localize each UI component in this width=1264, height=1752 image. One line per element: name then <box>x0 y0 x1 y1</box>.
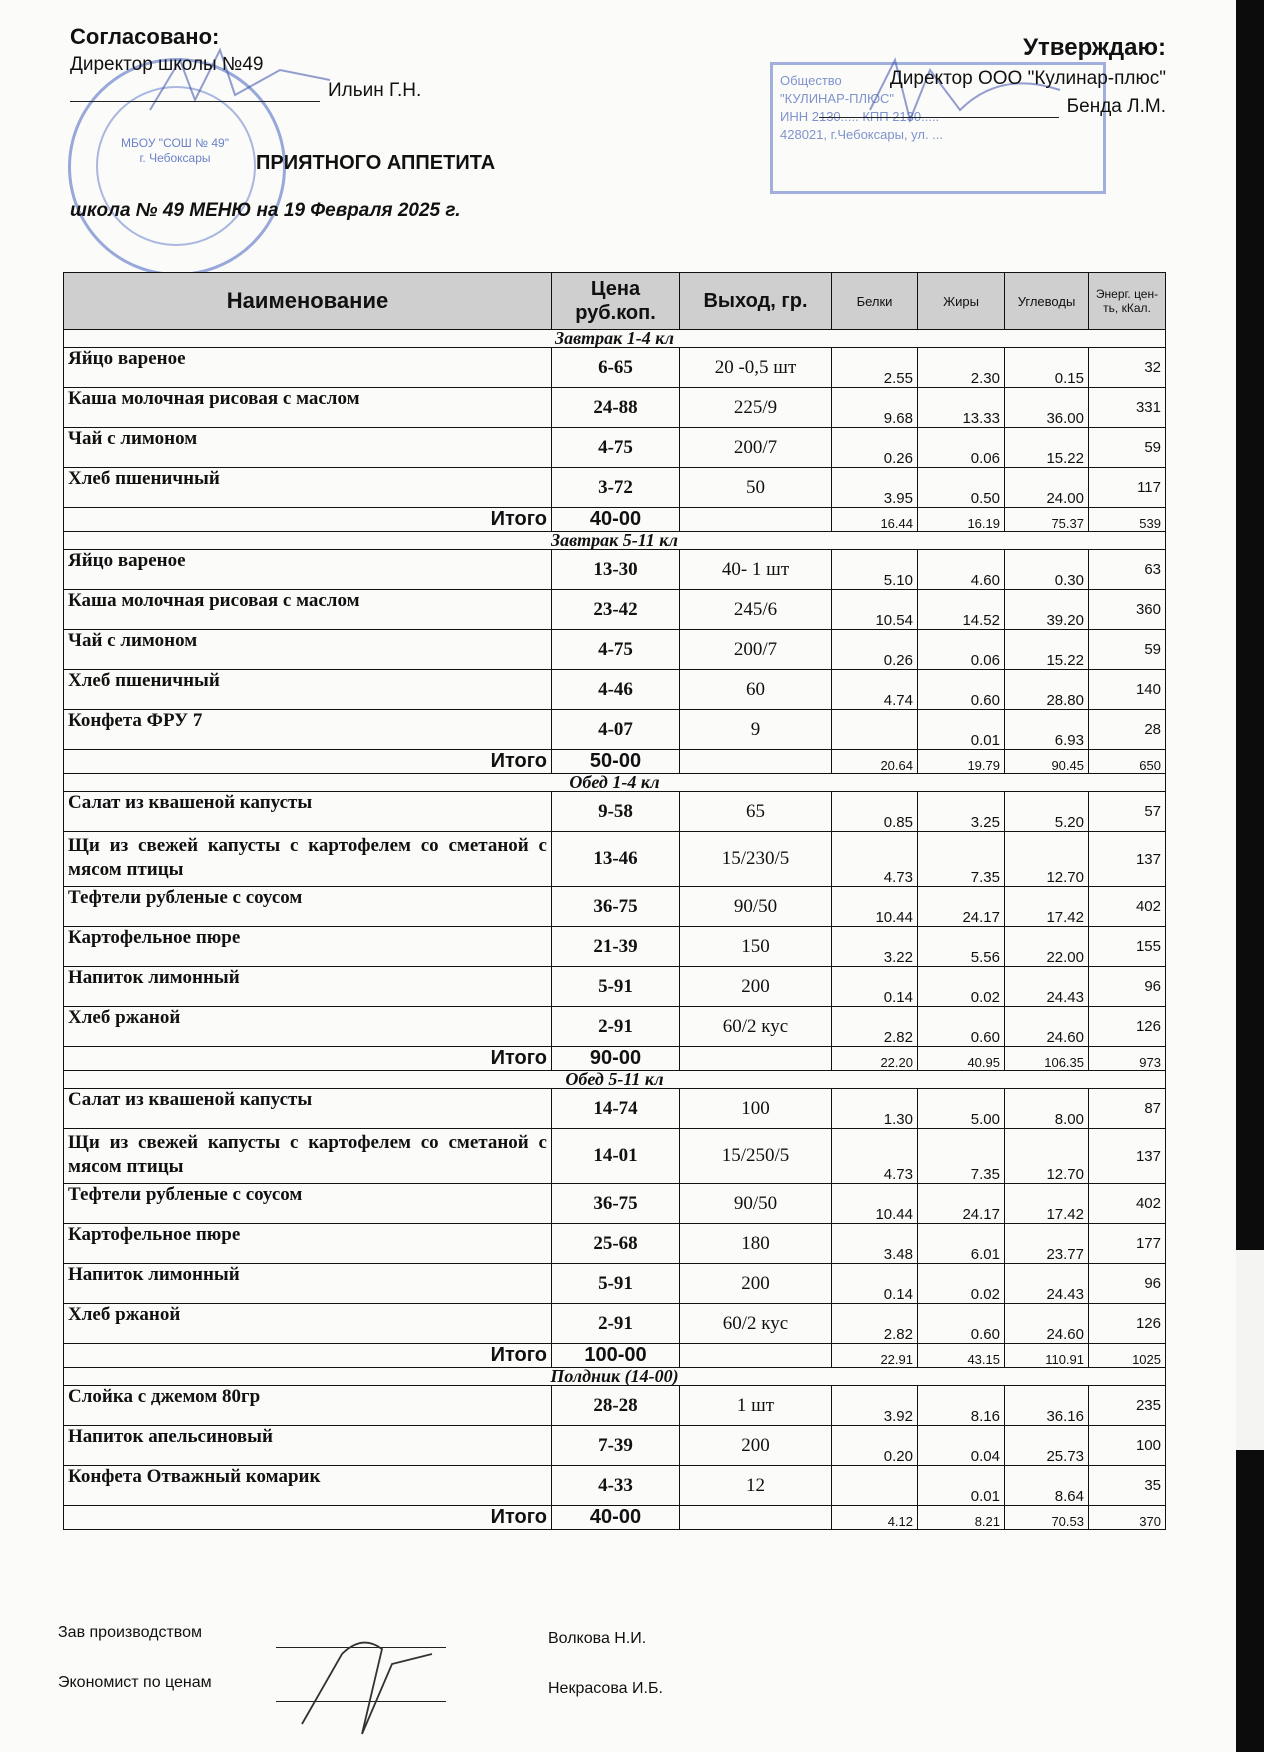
dish-name: Яйцо вареное <box>64 348 552 388</box>
total-energy: 650 <box>1089 750 1166 774</box>
total-price: 90-00 <box>552 1047 680 1071</box>
dish-protein: 5.10 <box>832 550 918 590</box>
dish-protein: 2.82 <box>832 1007 918 1047</box>
table-row <box>64 468 1166 508</box>
dish-protein: 10.44 <box>832 1184 918 1224</box>
dish-carbs: 22.00 <box>1005 927 1089 967</box>
dish-fat: 0.01 <box>918 710 1005 750</box>
dish-protein: 0.14 <box>832 1264 918 1304</box>
dish-name: Картофельное пюре <box>64 927 552 967</box>
rect-stamp-line: 428021, г.Чебоксары, ул. ... <box>780 127 944 142</box>
signature-line <box>70 83 320 102</box>
dish-price: 6-65 <box>552 348 680 388</box>
total-fat: 16.19 <box>918 508 1005 532</box>
dish-yield: 180 <box>680 1224 832 1264</box>
dish-name: Щи из свежей капусты с картофелем со сметаной с мясом птицы <box>64 832 552 887</box>
dish-price: 3-72 <box>552 468 680 508</box>
dish-energy: 28 <box>1089 710 1166 750</box>
total-carbs: 90.45 <box>1005 750 1089 774</box>
dish-energy: 32 <box>1089 348 1166 388</box>
section-title: Завтрак 1-4 кл <box>64 330 1166 348</box>
dish-protein: 0.26 <box>832 630 918 670</box>
page-title: ПРИЯТНОГО АППЕТИТА <box>256 152 496 174</box>
dish-yield: 225/9 <box>680 388 832 428</box>
total-label: Итого <box>64 1344 552 1368</box>
dish-name: Щи из свежей капусты с картофелем со сметаной с мясом птицы <box>64 1129 552 1184</box>
dish-protein: 3.22 <box>832 927 918 967</box>
dish-name: Картофельное пюре <box>64 1224 552 1264</box>
total-fat: 40.95 <box>918 1047 1005 1071</box>
dish-name: Конфета ФРУ 7 <box>64 710 552 750</box>
dish-yield: 200/7 <box>680 630 832 670</box>
section-title: Полдник (14-00) <box>64 1368 1166 1386</box>
dish-carbs: 28.80 <box>1005 670 1089 710</box>
dish-price: 9-58 <box>552 792 680 832</box>
dish-energy: 360 <box>1089 590 1166 630</box>
total-protein: 22.20 <box>832 1047 918 1071</box>
dish-yield: 20 -0,5 шт <box>680 348 832 388</box>
dish-fat: 0.60 <box>918 670 1005 710</box>
dish-price: 21-39 <box>552 927 680 967</box>
dish-fat: 0.02 <box>918 967 1005 1007</box>
dish-carbs: 0.30 <box>1005 550 1089 590</box>
table-row <box>64 428 1166 468</box>
scan-edge-gap <box>1236 1250 1264 1450</box>
dish-name: Напиток апельсиновый <box>64 1426 552 1466</box>
dish-yield: 15/230/5 <box>680 832 832 887</box>
dish-fat: 4.60 <box>918 550 1005 590</box>
dish-price: 25-68 <box>552 1224 680 1264</box>
dish-carbs: 24.43 <box>1005 967 1089 1007</box>
dish-yield: 15/250/5 <box>680 1129 832 1184</box>
total-label: Итого <box>64 750 552 774</box>
dish-fat: 0.06 <box>918 630 1005 670</box>
total-energy: 370 <box>1089 1506 1166 1530</box>
dish-carbs: 36.16 <box>1005 1386 1089 1426</box>
dish-name: Хлеб ржаной <box>64 1304 552 1344</box>
dish-carbs: 24.43 <box>1005 1264 1089 1304</box>
table-row <box>64 1386 1166 1426</box>
total-yield-empty <box>680 1344 832 1368</box>
dish-fat: 3.25 <box>918 792 1005 832</box>
table-row <box>64 550 1166 590</box>
dish-carbs: 12.70 <box>1005 832 1089 887</box>
section-row <box>64 1368 1166 1386</box>
approval-right-signature-row <box>646 96 1166 118</box>
dish-carbs: 23.77 <box>1005 1224 1089 1264</box>
dish-protein: 4.73 <box>832 1129 918 1184</box>
dish-energy: 137 <box>1089 832 1166 887</box>
table-row <box>64 1007 1166 1047</box>
dish-energy: 87 <box>1089 1089 1166 1129</box>
section-title: Обед 5-11 кл <box>64 1071 1166 1089</box>
dish-fat: 6.01 <box>918 1224 1005 1264</box>
dish-carbs: 15.22 <box>1005 428 1089 468</box>
total-yield-empty <box>680 750 832 774</box>
header-name: Наименование <box>64 273 552 330</box>
dish-protein: 0.14 <box>832 967 918 1007</box>
round-stamp-text: МБОУ "СОШ № 49" г. Чебоксары <box>121 136 229 165</box>
total-fat: 8.21 <box>918 1506 1005 1530</box>
total-protein: 20.64 <box>832 750 918 774</box>
dish-protein: 3.92 <box>832 1386 918 1426</box>
dish-carbs: 24.60 <box>1005 1007 1089 1047</box>
approval-right-heading: Утверждаю: <box>1023 34 1166 61</box>
total-protein: 4.12 <box>832 1506 918 1530</box>
total-carbs: 106.35 <box>1005 1047 1089 1071</box>
table-row <box>64 1224 1166 1264</box>
dish-price: 4-46 <box>552 670 680 710</box>
header-fat: Жиры <box>918 273 1005 330</box>
dish-price: 4-07 <box>552 710 680 750</box>
dish-energy: 57 <box>1089 792 1166 832</box>
dish-fat: 0.60 <box>918 1007 1005 1047</box>
dish-name: Каша молочная рисовая с маслом <box>64 388 552 428</box>
total-energy: 973 <box>1089 1047 1166 1071</box>
total-fat: 19.79 <box>918 750 1005 774</box>
dish-protein: 1.30 <box>832 1089 918 1129</box>
total-price: 40-00 <box>552 508 680 532</box>
dish-protein: 4.73 <box>832 832 918 887</box>
dish-yield: 200 <box>680 1264 832 1304</box>
section-row <box>64 774 1166 792</box>
dish-fat: 7.35 <box>918 1129 1005 1184</box>
total-label: Итого <box>64 1506 552 1530</box>
dish-energy: 155 <box>1089 927 1166 967</box>
dish-yield: 60 <box>680 670 832 710</box>
dish-yield: 40- 1 шт <box>680 550 832 590</box>
dish-energy: 59 <box>1089 428 1166 468</box>
dish-protein: 10.54 <box>832 590 918 630</box>
dish-protein: 0.26 <box>832 428 918 468</box>
dish-protein: 9.68 <box>832 388 918 428</box>
total-energy: 1025 <box>1089 1344 1166 1368</box>
header-protein: Белки <box>832 273 918 330</box>
table-row <box>64 348 1166 388</box>
dish-name: Напиток лимонный <box>64 1264 552 1304</box>
dish-protein: 10.44 <box>832 887 918 927</box>
approval-right-name: Бенда Л.М. <box>1066 96 1166 117</box>
dish-energy: 402 <box>1089 887 1166 927</box>
dish-name: Тефтели рубленые с соусом <box>64 887 552 927</box>
dish-name: Салат из квашеной капусты <box>64 792 552 832</box>
dish-protein: 2.55 <box>832 348 918 388</box>
dish-energy: 100 <box>1089 1426 1166 1466</box>
dish-energy: 140 <box>1089 670 1166 710</box>
dish-carbs: 5.20 <box>1005 792 1089 832</box>
dish-yield: 150 <box>680 927 832 967</box>
dish-carbs: 17.42 <box>1005 1184 1089 1224</box>
dish-energy: 235 <box>1089 1386 1166 1426</box>
dish-yield: 90/50 <box>680 1184 832 1224</box>
dish-price: 14-01 <box>552 1129 680 1184</box>
dish-name: Хлеб пшеничный <box>64 468 552 508</box>
dish-name: Яйцо вареное <box>64 550 552 590</box>
approval-right-position: Директор ООО "Кулинар-плюс" <box>889 68 1166 89</box>
table-row <box>64 1304 1166 1344</box>
footer-position-2: Экономист по ценам <box>58 1674 212 1691</box>
total-yield-empty <box>680 1506 832 1530</box>
scan-edge <box>1236 0 1264 1752</box>
approval-left-heading: Согласовано: <box>70 24 220 49</box>
section-title: Обед 1-4 кл <box>64 774 1166 792</box>
dish-yield: 245/6 <box>680 590 832 630</box>
signature-line <box>819 99 1059 118</box>
total-carbs: 70.53 <box>1005 1506 1089 1530</box>
total-energy: 539 <box>1089 508 1166 532</box>
table-row <box>64 710 1166 750</box>
table-row <box>64 388 1166 428</box>
total-carbs: 75.37 <box>1005 508 1089 532</box>
table-row <box>64 590 1166 630</box>
rect-stamp-line: Общество <box>780 73 842 88</box>
rect-stamp-line: "КУЛИНАР-ПЛЮС" <box>780 91 894 106</box>
menu-subtitle: школа № 49 МЕНЮ на 19 Февраля 2025 г. <box>70 200 461 221</box>
dish-yield: 50 <box>680 468 832 508</box>
dish-price: 23-42 <box>552 590 680 630</box>
dish-fat: 0.06 <box>918 428 1005 468</box>
table-row <box>64 792 1166 832</box>
table-row <box>64 887 1166 927</box>
total-row <box>64 1344 1166 1368</box>
dish-carbs: 6.93 <box>1005 710 1089 750</box>
table-row <box>64 1426 1166 1466</box>
footer-name-1: Волкова Н.И. <box>548 1630 647 1647</box>
dish-yield: 200 <box>680 967 832 1007</box>
dish-price: 5-91 <box>552 1264 680 1304</box>
total-fat: 43.15 <box>918 1344 1005 1368</box>
dish-carbs: 24.60 <box>1005 1304 1089 1344</box>
dish-carbs: 8.64 <box>1005 1466 1089 1506</box>
dish-price: 36-75 <box>552 887 680 927</box>
table-header-row <box>64 273 1166 330</box>
approval-left-block <box>70 24 530 102</box>
dish-price: 14-74 <box>552 1089 680 1129</box>
total-yield-empty <box>680 1047 832 1071</box>
dish-fat: 8.16 <box>918 1386 1005 1426</box>
total-label: Итого <box>64 1047 552 1071</box>
total-carbs: 110.91 <box>1005 1344 1089 1368</box>
dish-price: 7-39 <box>552 1426 680 1466</box>
dish-carbs: 25.73 <box>1005 1426 1089 1466</box>
dish-yield: 200 <box>680 1426 832 1466</box>
dish-carbs: 24.00 <box>1005 468 1089 508</box>
dish-energy: 137 <box>1089 1129 1166 1184</box>
table-row <box>64 1184 1166 1224</box>
dish-carbs: 39.20 <box>1005 590 1089 630</box>
total-row <box>64 750 1166 774</box>
dish-energy: 126 <box>1089 1304 1166 1344</box>
dish-yield: 9 <box>680 710 832 750</box>
table-row <box>64 832 1166 887</box>
dish-price: 13-46 <box>552 832 680 887</box>
dish-protein: 0.85 <box>832 792 918 832</box>
dish-price: 4-33 <box>552 1466 680 1506</box>
dish-fat: 0.04 <box>918 1426 1005 1466</box>
header-energy: Энерг. цен-ть, кКал. <box>1089 273 1166 330</box>
dish-price: 4-75 <box>552 428 680 468</box>
dish-yield: 60/2 кус <box>680 1304 832 1344</box>
dish-yield: 200/7 <box>680 428 832 468</box>
dish-energy: 402 <box>1089 1184 1166 1224</box>
section-row <box>64 532 1166 550</box>
rect-stamp-line: ИНН 2130..... КПП 2130..... <box>780 109 940 124</box>
menu-table-body <box>64 330 1166 1530</box>
footer-signature <box>282 1624 462 1744</box>
dish-carbs: 12.70 <box>1005 1129 1089 1184</box>
total-row <box>64 1047 1166 1071</box>
dish-fat: 14.52 <box>918 590 1005 630</box>
table-row <box>64 670 1166 710</box>
dish-name: Хлеб ржаной <box>64 1007 552 1047</box>
dish-energy: 126 <box>1089 1007 1166 1047</box>
dish-price: 4-75 <box>552 630 680 670</box>
dish-yield: 90/50 <box>680 887 832 927</box>
dish-yield: 100 <box>680 1089 832 1129</box>
dish-fat: 24.17 <box>918 887 1005 927</box>
dish-energy: 63 <box>1089 550 1166 590</box>
dish-carbs: 0.15 <box>1005 348 1089 388</box>
dish-protein <box>832 1466 918 1506</box>
dish-fat: 0.60 <box>918 1304 1005 1344</box>
dish-price: 24-88 <box>552 388 680 428</box>
total-price: 50-00 <box>552 750 680 774</box>
total-protein: 16.44 <box>832 508 918 532</box>
dish-carbs: 8.00 <box>1005 1089 1089 1129</box>
dish-name: Конфета Отважный комарик <box>64 1466 552 1506</box>
header-price: Цена руб.коп. <box>552 273 680 330</box>
dish-fat: 2.30 <box>918 348 1005 388</box>
dish-name: Тефтели рубленые с соусом <box>64 1184 552 1224</box>
dish-price: 5-91 <box>552 967 680 1007</box>
section-row <box>64 330 1166 348</box>
dish-name: Хлеб пшеничный <box>64 670 552 710</box>
dish-energy: 35 <box>1089 1466 1166 1506</box>
menu-table <box>63 272 1166 1530</box>
dish-protein: 0.20 <box>832 1426 918 1466</box>
table-row <box>64 630 1166 670</box>
total-yield-empty <box>680 508 832 532</box>
dish-energy: 96 <box>1089 967 1166 1007</box>
dish-carbs: 15.22 <box>1005 630 1089 670</box>
table-row <box>64 1466 1166 1506</box>
total-row <box>64 1506 1166 1530</box>
dish-name: Каша молочная рисовая с маслом <box>64 590 552 630</box>
table-row <box>64 1264 1166 1304</box>
dish-energy: 96 <box>1089 1264 1166 1304</box>
dish-protein <box>832 710 918 750</box>
total-protein: 22.91 <box>832 1344 918 1368</box>
section-title: Завтрак 5-11 кл <box>64 532 1166 550</box>
dish-name: Чай с лимоном <box>64 428 552 468</box>
total-label: Итого <box>64 508 552 532</box>
dish-protein: 3.95 <box>832 468 918 508</box>
dish-fat: 24.17 <box>918 1184 1005 1224</box>
dish-fat: 5.56 <box>918 927 1005 967</box>
dish-name: Слойка с джемом 80гр <box>64 1386 552 1426</box>
dish-energy: 117 <box>1089 468 1166 508</box>
total-price: 40-00 <box>552 1506 680 1530</box>
dish-name: Салат из квашеной капусты <box>64 1089 552 1129</box>
total-price: 100-00 <box>552 1344 680 1368</box>
dish-fat: 13.33 <box>918 388 1005 428</box>
dish-protein: 4.74 <box>832 670 918 710</box>
dish-yield: 60/2 кус <box>680 1007 832 1047</box>
section-row <box>64 1071 1166 1089</box>
dish-fat: 0.01 <box>918 1466 1005 1506</box>
approval-left-signature-row <box>70 80 530 102</box>
dish-price: 36-75 <box>552 1184 680 1224</box>
dish-energy: 177 <box>1089 1224 1166 1264</box>
dish-carbs: 17.42 <box>1005 887 1089 927</box>
approval-left-position: Директор школы №49 <box>70 54 264 75</box>
dish-protein: 3.48 <box>832 1224 918 1264</box>
table-row <box>64 927 1166 967</box>
header-carbs: Углеводы <box>1005 273 1089 330</box>
dish-fat: 7.35 <box>918 832 1005 887</box>
dish-price: 2-91 <box>552 1304 680 1344</box>
dish-yield: 12 <box>680 1466 832 1506</box>
total-row <box>64 508 1166 532</box>
dish-name: Напиток лимонный <box>64 967 552 1007</box>
dish-yield: 1 шт <box>680 1386 832 1426</box>
dish-energy: 331 <box>1089 388 1166 428</box>
dish-protein: 2.82 <box>832 1304 918 1344</box>
dish-fat: 0.02 <box>918 1264 1005 1304</box>
approval-right-block <box>646 34 1166 118</box>
dish-fat: 5.00 <box>918 1089 1005 1129</box>
header-yield: Выход, гр. <box>680 273 832 330</box>
footer-name-2: Некрасова И.Б. <box>548 1680 663 1697</box>
table-row <box>64 1129 1166 1184</box>
dish-price: 28-28 <box>552 1386 680 1426</box>
dish-price: 13-30 <box>552 550 680 590</box>
dish-yield: 65 <box>680 792 832 832</box>
approval-left-name: Ильин Г.Н. <box>328 80 422 101</box>
table-row <box>64 1089 1166 1129</box>
dish-energy: 59 <box>1089 630 1166 670</box>
dish-name: Чай с лимоном <box>64 630 552 670</box>
table-row <box>64 967 1166 1007</box>
footer-position-1: Зав производством <box>58 1624 202 1641</box>
dish-price: 2-91 <box>552 1007 680 1047</box>
dish-fat: 0.50 <box>918 468 1005 508</box>
dish-carbs: 36.00 <box>1005 388 1089 428</box>
